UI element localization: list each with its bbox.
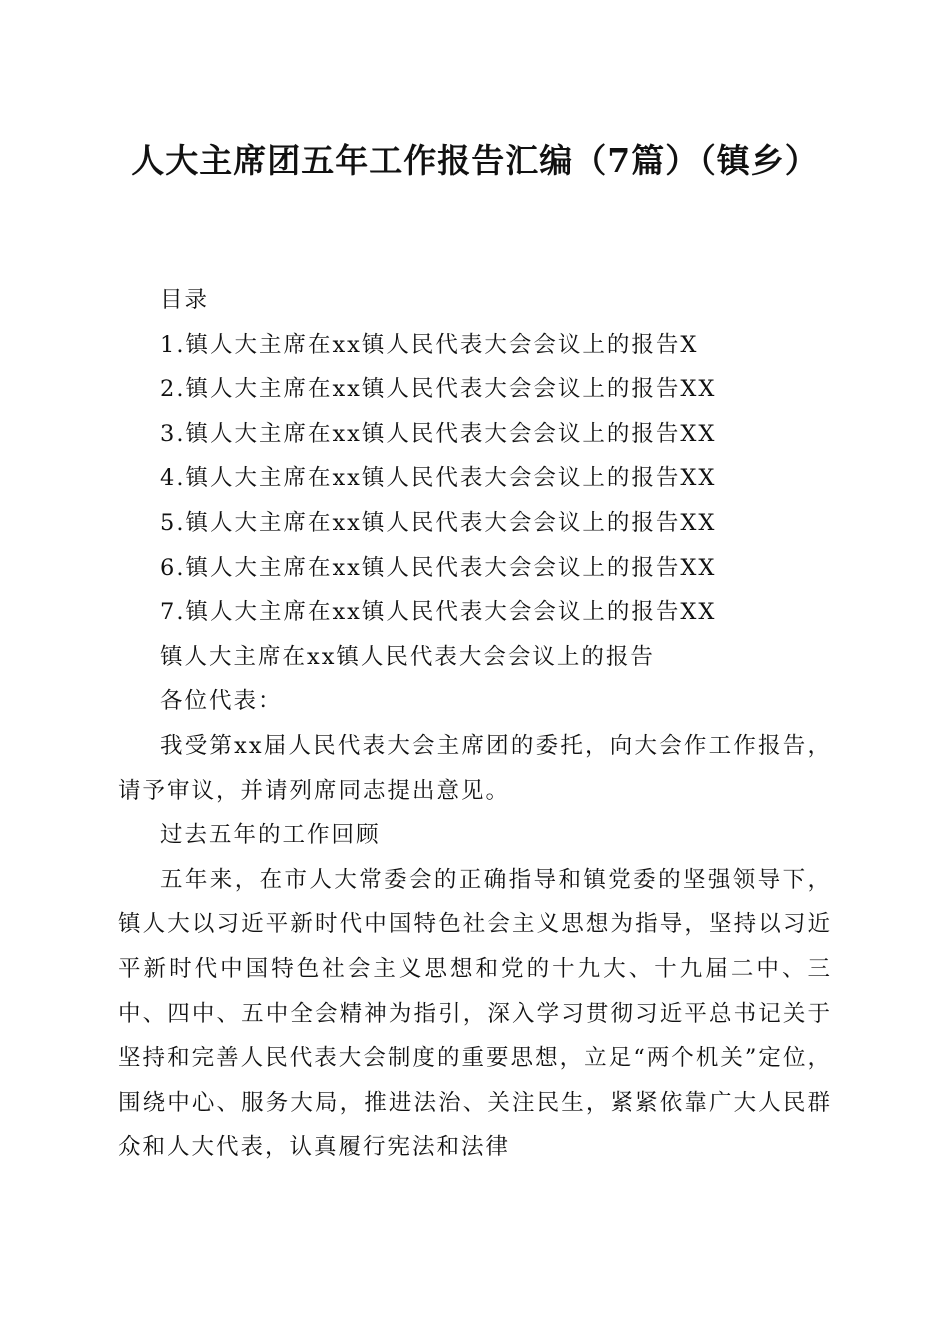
toc-item: 3.镇人大主席在xx镇人民代表大会会议上的报告XX: [160, 420, 717, 447]
toc-item: 6.镇人大主席在xx镇人民代表大会会议上的报告XX: [160, 554, 717, 581]
document-title: 人大主席团五年工作报告汇编（7篇）（镇乡）: [131, 141, 819, 180]
salutation: 各位代表：: [160, 688, 283, 715]
toc-item: 7.镇人大主席在xx镇人民代表大会会议上的报告XX: [160, 599, 717, 626]
intro-paragraph: 我受第xx届人民代表大会主席团的委托，向大会作工作报告，请予审议，并请列席同志提出意见。: [118, 732, 832, 804]
toc-item: 2.镇人大主席在xx镇人民代表大会会议上的报告XX: [160, 376, 717, 403]
body-paragraph: 五年来，在市人大常委会的正确指导和镇党委的坚强领导下，镇人大以习近平新时代中国特色社会主义思想为指导，坚持以习近平新时代中国特色社会主义思想和党的十九大、十九届二中、三中、四中、五中全会精神为指引，深入学习贯彻习近平总书记关于坚持和完善人民代表大会制度的重要思想，立足“两个机关”定位，围绕中心、服务大局，推进法治、关注民生，紧紧依靠广大人民群众和人大代表，认真履行宪法和法律: [118, 866, 832, 1161]
toc-item: 4.镇人大主席在xx镇人民代表大会会议上的报告XX: [160, 465, 717, 492]
toc-heading: 目录: [160, 287, 210, 313]
report-heading: 镇人大主席在xx镇人民代表大会会议上的报告: [160, 643, 655, 670]
document-body: [118, 278, 832, 1170]
toc-item: 5.镇人大主席在xx镇人民代表大会会议上的报告XX: [160, 509, 717, 536]
section-heading: 过去五年的工作回顾: [160, 822, 381, 849]
toc-item: 1.镇人大主席在xx镇人民代表大会会议上的报告X: [160, 331, 699, 358]
